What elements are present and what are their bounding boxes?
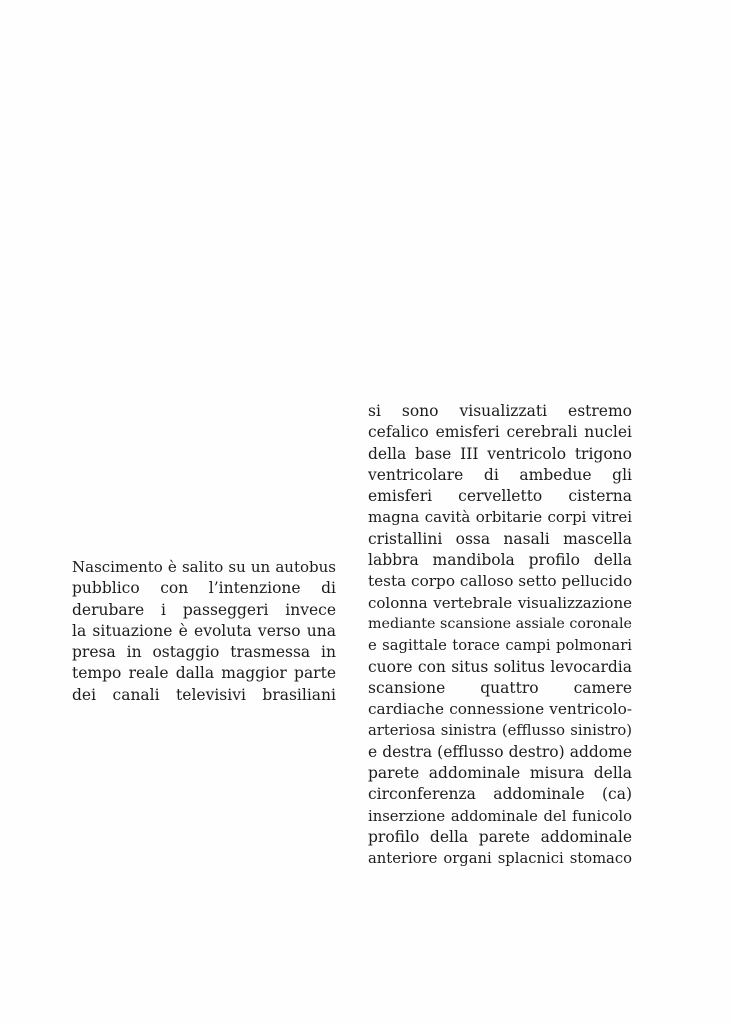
text-line: colonna vertebrale visualizzazione: [368, 593, 632, 612]
text-line: scansione quattro camere: [368, 678, 632, 697]
text-line: pubblico con l’intenzione di: [72, 579, 336, 598]
text-line: mediante scansione assiale coronale: [368, 615, 632, 632]
right-text-column: [368, 401, 632, 870]
text-line: tempo reale dalla maggior parte: [72, 664, 336, 683]
text-line: cuore con situs solitus levocardia: [368, 657, 632, 676]
text-line: Nascimento è salito su un autobus: [72, 558, 336, 576]
text-line: presa in ostaggio trasmessa in: [72, 643, 336, 662]
text-line: inserzione addominale del funicolo: [368, 807, 632, 825]
text-line: profilo della parete addominale: [368, 827, 632, 846]
text-line: ventricolare di ambedue gli: [368, 465, 632, 484]
text-line: circonferenza addominale (ca): [368, 785, 632, 804]
text-line: cristallini ossa nasali mascella: [368, 529, 632, 548]
text-line: arteriosa sinistra (efflusso sinistro): [368, 722, 632, 740]
text-line: cardiache connessione ventricolo-: [368, 700, 632, 719]
text-line: dei canali televisivi brasiliani: [72, 685, 336, 704]
text-line: e sagittale torace campi polmonari: [368, 637, 632, 655]
text-line: parete addominale misura della: [368, 764, 632, 783]
text-line: testa corpo calloso setto pellucido: [368, 572, 633, 591]
text-line: si sono visualizzati estremo: [368, 402, 632, 420]
text-line: e destra (efflusso destro) addome: [368, 742, 632, 761]
text-line: la situazione è evoluta verso una: [72, 621, 336, 640]
text-line: della base III ventricolo trigono: [368, 444, 632, 463]
text-line: derubare i passeggeri invece: [72, 600, 336, 619]
text-line: anteriore organi splacnici stomaco: [368, 850, 632, 868]
text-line: cefalico emisferi cerebrali nuclei: [368, 423, 632, 442]
text-line: labbra mandibola profilo della: [368, 551, 632, 570]
text-line: magna cavità orbitarie corpi vitrei: [368, 508, 632, 527]
text-line: emisferi cervelletto cisterna: [368, 487, 632, 506]
left-text-column: [72, 557, 336, 706]
